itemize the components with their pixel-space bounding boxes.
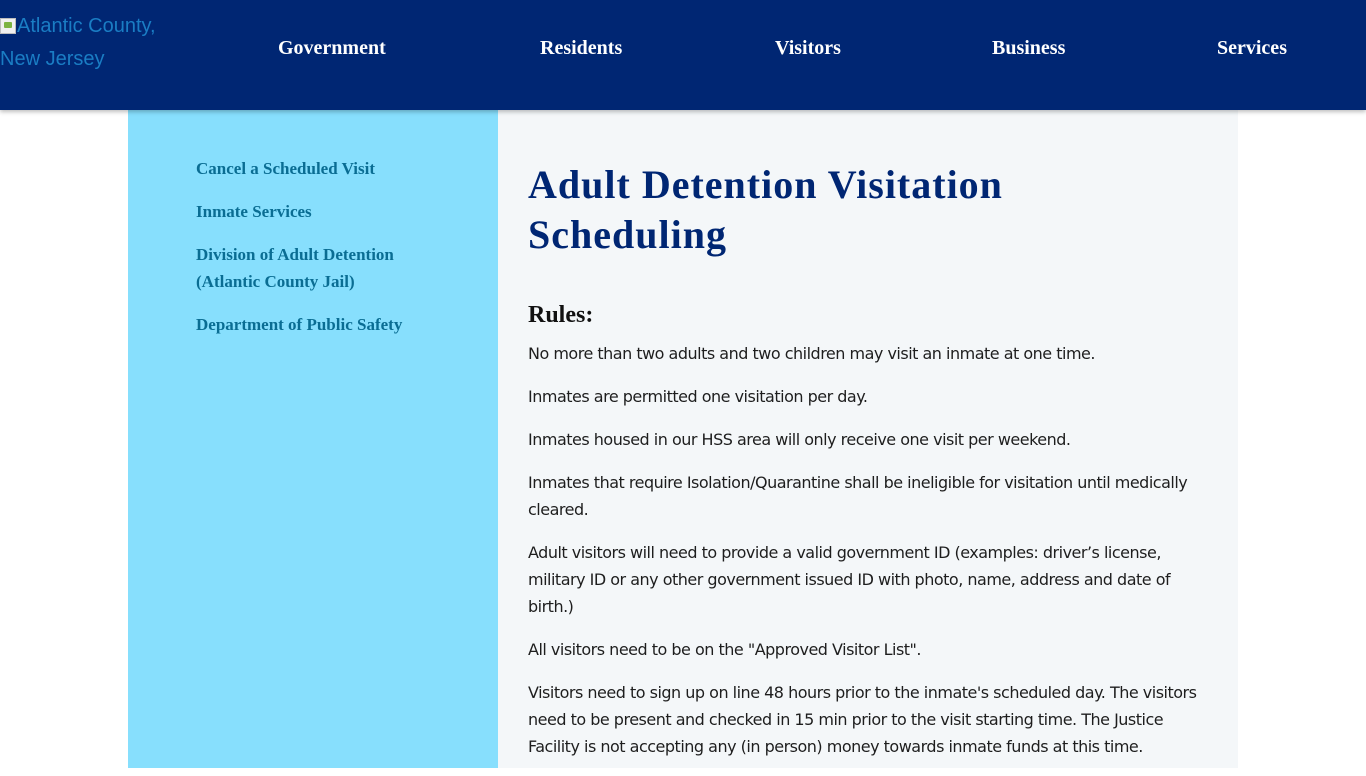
rule-item: Inmates that require Isolation/Quarantine shall be ineligible for visitation until medically cleared. <box>528 473 1188 519</box>
rule-item: Inmates housed in our HSS area will only receive one visit per weekend. <box>528 430 1071 449</box>
main-content <box>498 110 1238 768</box>
rule-item: Inmates are permitted one visitation per day. <box>528 387 868 406</box>
rule-item: All visitors need to be on the "Approved Visitor List". <box>528 640 921 659</box>
sidebar-link-cancel-visit[interactable]: Cancel a Scheduled Visit <box>196 159 375 178</box>
rule-item: No more than two adults and two children may visit an inmate at one time. <box>528 344 1095 363</box>
nav-business[interactable]: Business <box>992 37 1066 59</box>
site-logo-link[interactable] <box>0 10 180 76</box>
sidebar-link-inmate-services[interactable]: Inmate Services <box>196 202 312 221</box>
sidebar-link-public-safety[interactable]: Department of Public Safety <box>196 315 403 334</box>
sidebar <box>128 110 498 768</box>
nav-services[interactable]: Services <box>1217 37 1287 59</box>
nav-government[interactable]: Government <box>278 37 386 59</box>
rules-heading: Rules: <box>528 302 594 328</box>
nav-visitors[interactable]: Visitors <box>775 37 841 59</box>
rules-list <box>528 340 1208 776</box>
sidebar-link-adult-detention[interactable]: Division of Adult Detention (Atlantic County Jail) <box>196 245 394 291</box>
page-title: Adult Detention Visitation Scheduling <box>528 162 1003 257</box>
rule-item: Adult visitors will need to provide a valid government ID (examples: driver’s license, military ID or any other government issued ID with photo, name, address and date of birth.) <box>528 543 1171 616</box>
site-header <box>0 0 1366 110</box>
logo-alt-text: Atlantic County, New Jersey <box>0 15 156 70</box>
broken-image-icon <box>0 18 16 34</box>
nav-residents[interactable]: Residents <box>540 37 623 59</box>
rule-item: Visitors need to sign up on line 48 hours prior to the inmate's scheduled day. The visitors need to be present and checked in 15 min prior to the visit starting time. The Justice Facility is not accepting any (in person) money towards inmate funds at this time. <box>528 683 1197 756</box>
